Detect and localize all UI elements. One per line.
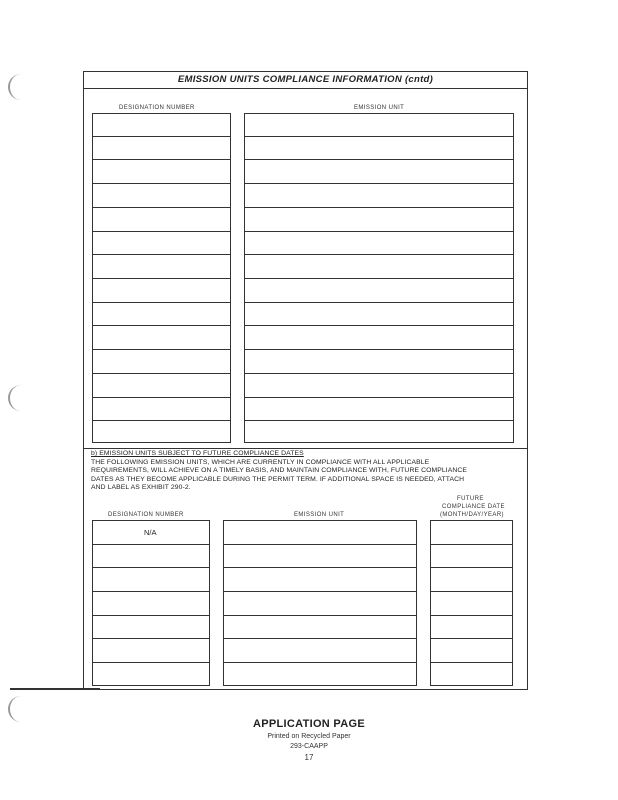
footer-page-number: 17 bbox=[304, 753, 314, 762]
future-compliance-date-header-1: FUTURE bbox=[457, 496, 484, 502]
section-b-instructions bbox=[91, 450, 521, 493]
emission-unit-header: EMISSION UNIT bbox=[354, 105, 405, 111]
section-b-line-4: AND LABEL AS EXHIBIT 290-2. bbox=[91, 484, 191, 492]
future-emission-unit-column[interactable] bbox=[223, 520, 417, 686]
section-b-heading: b) EMISSION UNITS SUBJECT TO FUTURE COMPLIANCE DATES bbox=[91, 450, 304, 457]
designation-number-column[interactable] bbox=[92, 113, 231, 443]
future-compliance-date-header-3: (MONTH/DAY/YEAR) bbox=[440, 512, 504, 518]
binder-hole-middle bbox=[8, 385, 24, 411]
future-designation-header: DESIGNATION NUMBER bbox=[108, 512, 184, 518]
scan-edge-mark bbox=[10, 688, 100, 690]
footer-title: APPLICATION PAGE bbox=[253, 718, 365, 730]
first-designation-value: N/A bbox=[144, 528, 157, 537]
future-designation-column[interactable] bbox=[92, 520, 210, 686]
designation-number-header: DESIGNATION NUMBER bbox=[119, 105, 195, 111]
binder-hole-top bbox=[8, 74, 24, 100]
section-divider bbox=[84, 448, 527, 449]
footer-form-code: 293-CAAPP bbox=[290, 743, 328, 750]
form-frame bbox=[83, 71, 528, 690]
section-b-line-2: REQUIREMENTS, WILL ACHIEVE ON A TIMELY BASIS, AND MAINTAIN COMPLIANCE WITH, FUTURE COMPLIANCE bbox=[91, 467, 468, 475]
future-emission-unit-header: EMISSION UNIT bbox=[294, 512, 345, 518]
future-compliance-date-column[interactable] bbox=[430, 520, 513, 686]
footer-recycled-note: Printed on Recycled Paper bbox=[267, 733, 351, 740]
form-title: EMISSION UNITS COMPLIANCE INFORMATION (cntd) bbox=[84, 72, 527, 89]
emission-unit-column[interactable] bbox=[244, 113, 514, 443]
future-compliance-date-header-2: COMPLIANCE DATE bbox=[442, 504, 505, 510]
section-b-line-3: DATES AS THEY BECOME APPLICABLE DURING THE PERMIT TERM. IF ADDITIONAL SPACE IS NEEDED, ATTACH bbox=[91, 475, 465, 483]
section-b-line-1: THE FOLLOWING EMISSION UNITS, WHICH ARE CURRENTLY IN COMPLIANCE WITH ALL APPLICABLE bbox=[91, 458, 430, 466]
